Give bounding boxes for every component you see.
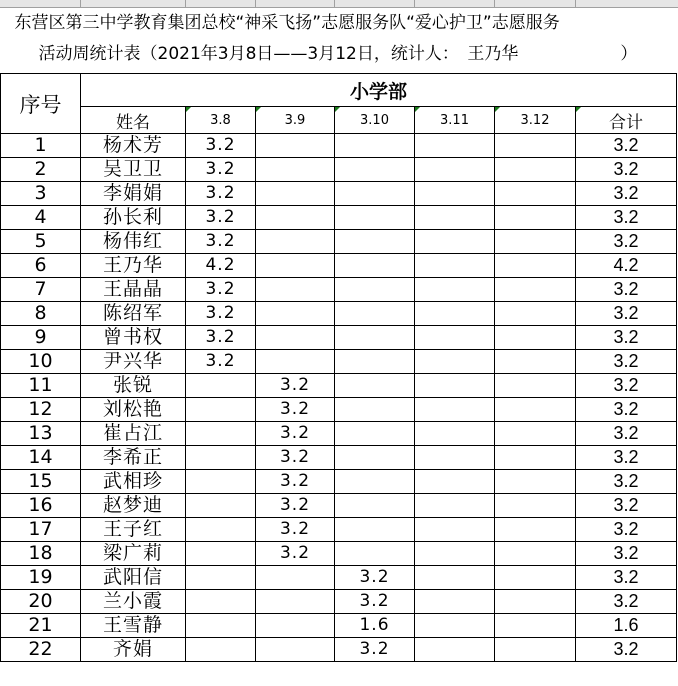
- row-total-cell[interactable]: 3.2: [576, 518, 677, 542]
- row-value-cell[interactable]: [415, 542, 495, 566]
- row-value-cell[interactable]: [415, 254, 495, 278]
- row-value-cell[interactable]: [186, 638, 256, 662]
- row-value-cell[interactable]: 3.2: [335, 566, 415, 590]
- table-row: [1, 494, 677, 518]
- row-name-cell[interactable]: 赵梦迪: [81, 494, 186, 518]
- row-name-cell[interactable]: 张锐: [81, 374, 186, 398]
- row-value-cell[interactable]: [256, 638, 335, 662]
- row-seq-cell[interactable]: 18: [1, 542, 81, 566]
- row-seq-cell[interactable]: 6: [1, 254, 81, 278]
- row-name-cell[interactable]: 崔占江: [81, 422, 186, 446]
- row-total-cell[interactable]: 3.2: [576, 566, 677, 590]
- row-value-cell[interactable]: [415, 134, 495, 158]
- row-total-cell[interactable]: 1.6: [576, 614, 677, 638]
- row-value-cell[interactable]: 3.2: [186, 134, 256, 158]
- row-value-cell[interactable]: [495, 278, 576, 302]
- row-value-cell[interactable]: [335, 278, 415, 302]
- row-value-cell[interactable]: [415, 278, 495, 302]
- table-row: [1, 206, 677, 230]
- row-value-cell[interactable]: [256, 566, 335, 590]
- table-row: [1, 614, 677, 638]
- row-value-cell[interactable]: 3.2: [256, 518, 335, 542]
- table-row: [1, 230, 677, 254]
- row-value-cell[interactable]: [495, 470, 576, 494]
- row-value-cell[interactable]: [256, 254, 335, 278]
- spreadsheet-grid: [0, 7, 678, 662]
- row-name-cell[interactable]: 杨伟红: [81, 230, 186, 254]
- row-name-cell[interactable]: 王雪静: [81, 614, 186, 638]
- header-date-3-8: 3.8: [186, 107, 256, 134]
- row-value-cell[interactable]: [186, 422, 256, 446]
- row-total-cell[interactable]: 3.2: [576, 470, 677, 494]
- row-value-cell[interactable]: [335, 446, 415, 470]
- row-value-cell[interactable]: [186, 518, 256, 542]
- row-value-cell[interactable]: [256, 278, 335, 302]
- row-value-cell[interactable]: [495, 446, 576, 470]
- row-total-cell[interactable]: 3.2: [576, 638, 677, 662]
- row-total-cell[interactable]: 3.2: [576, 182, 677, 206]
- row-seq-cell[interactable]: 20: [1, 590, 81, 614]
- header-total: 合计: [576, 107, 677, 134]
- row-value-cell[interactable]: [335, 230, 415, 254]
- row-value-cell[interactable]: [415, 182, 495, 206]
- row-value-cell[interactable]: 3.2: [186, 278, 256, 302]
- row-value-cell[interactable]: [495, 374, 576, 398]
- row-value-cell[interactable]: [335, 518, 415, 542]
- table-row: [1, 326, 677, 350]
- row-value-cell[interactable]: [256, 590, 335, 614]
- row-value-cell[interactable]: [256, 326, 335, 350]
- row-value-cell[interactable]: 3.2: [256, 398, 335, 422]
- row-value-cell[interactable]: [335, 350, 415, 374]
- title-line-2-text: 活动周统计表（2021年3月8日——3月12日，统计人： 王乃华: [38, 44, 519, 64]
- row-value-cell[interactable]: [415, 446, 495, 470]
- row-value-cell[interactable]: [495, 206, 576, 230]
- row-seq-cell[interactable]: 17: [1, 518, 81, 542]
- row-value-cell[interactable]: 3.2: [256, 446, 335, 470]
- row-total-cell[interactable]: 3.2: [576, 422, 677, 446]
- row-seq-cell[interactable]: 21: [1, 614, 81, 638]
- row-seq-cell[interactable]: 1: [1, 134, 81, 158]
- row-value-cell[interactable]: [186, 614, 256, 638]
- row-value-cell[interactable]: 3.2: [186, 182, 256, 206]
- row-value-cell[interactable]: [186, 398, 256, 422]
- table-row: [1, 566, 677, 590]
- table-row: [1, 542, 677, 566]
- row-value-cell[interactable]: 3.2: [335, 638, 415, 662]
- row-value-cell[interactable]: [495, 518, 576, 542]
- row-seq-cell[interactable]: 15: [1, 470, 81, 494]
- table-row: [1, 278, 677, 302]
- row-seq-cell[interactable]: 4: [1, 206, 81, 230]
- row-value-cell[interactable]: [415, 638, 495, 662]
- row-value-cell[interactable]: [495, 326, 576, 350]
- row-seq-cell[interactable]: 3: [1, 182, 81, 206]
- row-value-cell[interactable]: [495, 494, 576, 518]
- row-value-cell[interactable]: [335, 542, 415, 566]
- table-row: [1, 374, 677, 398]
- row-name-cell[interactable]: 齐娟: [81, 638, 186, 662]
- row-value-cell[interactable]: [415, 350, 495, 374]
- header-dept: 小学部: [81, 74, 677, 107]
- row-value-cell[interactable]: [495, 566, 576, 590]
- statistics-table: [0, 7, 677, 662]
- row-value-cell[interactable]: [186, 566, 256, 590]
- row-seq-cell[interactable]: 13: [1, 422, 81, 446]
- row-value-cell[interactable]: [415, 422, 495, 446]
- row-total-cell[interactable]: 3.2: [576, 278, 677, 302]
- row-value-cell[interactable]: 3.2: [186, 230, 256, 254]
- row-seq-cell[interactable]: 22: [1, 638, 81, 662]
- row-seq-cell[interactable]: 7: [1, 278, 81, 302]
- row-value-cell[interactable]: [335, 206, 415, 230]
- row-value-cell[interactable]: [335, 470, 415, 494]
- row-value-cell[interactable]: [495, 638, 576, 662]
- row-total-cell[interactable]: 3.2: [576, 350, 677, 374]
- row-value-cell[interactable]: [335, 182, 415, 206]
- row-total-cell[interactable]: 3.2: [576, 590, 677, 614]
- row-value-cell[interactable]: [256, 134, 335, 158]
- row-value-cell[interactable]: [335, 326, 415, 350]
- row-value-cell[interactable]: [495, 590, 576, 614]
- row-value-cell[interactable]: [256, 350, 335, 374]
- row-total-cell[interactable]: 3.2: [576, 326, 677, 350]
- row-value-cell[interactable]: [335, 422, 415, 446]
- row-name-cell[interactable]: 武相珍: [81, 470, 186, 494]
- row-value-cell[interactable]: [335, 254, 415, 278]
- row-value-cell[interactable]: [256, 302, 335, 326]
- row-value-cell[interactable]: [335, 374, 415, 398]
- row-value-cell[interactable]: [415, 326, 495, 350]
- row-value-cell[interactable]: [415, 230, 495, 254]
- row-seq-cell[interactable]: 14: [1, 446, 81, 470]
- title-line-1: 东营区第三中学教育集团总校“神采飞扬”志愿服务队“爱心护卫”志愿服务: [14, 13, 560, 33]
- row-value-cell[interactable]: 3.2: [256, 374, 335, 398]
- row-name-cell[interactable]: 梁广莉: [81, 542, 186, 566]
- row-value-cell[interactable]: [415, 566, 495, 590]
- title-line-2-close: ）: [620, 44, 638, 64]
- row-value-cell[interactable]: 3.2: [186, 350, 256, 374]
- table-row: [1, 590, 677, 614]
- row-value-cell[interactable]: 3.2: [186, 206, 256, 230]
- row-value-cell[interactable]: [415, 494, 495, 518]
- table-row: [1, 518, 677, 542]
- row-value-cell[interactable]: [186, 374, 256, 398]
- row-value-cell[interactable]: [186, 590, 256, 614]
- header-name: 姓名: [81, 107, 186, 134]
- row-value-cell[interactable]: [256, 230, 335, 254]
- row-seq-cell[interactable]: 5: [1, 230, 81, 254]
- row-value-cell[interactable]: [495, 350, 576, 374]
- row-value-cell[interactable]: [186, 446, 256, 470]
- row-value-cell[interactable]: [415, 302, 495, 326]
- row-value-cell[interactable]: [495, 230, 576, 254]
- row-name-cell[interactable]: 李娟娟: [81, 182, 186, 206]
- table-row: [1, 422, 677, 446]
- row-value-cell[interactable]: [335, 302, 415, 326]
- row-total-cell[interactable]: 3.2: [576, 206, 677, 230]
- row-total-cell[interactable]: 3.2: [576, 446, 677, 470]
- header-date-3-12: 3.12: [495, 107, 576, 134]
- row-seq-cell[interactable]: 12: [1, 398, 81, 422]
- row-value-cell[interactable]: [415, 470, 495, 494]
- row-name-cell[interactable]: 李希正: [81, 446, 186, 470]
- row-value-cell[interactable]: [415, 398, 495, 422]
- row-value-cell[interactable]: [415, 206, 495, 230]
- row-value-cell[interactable]: [495, 134, 576, 158]
- row-total-cell[interactable]: 4.2: [576, 254, 677, 278]
- row-total-cell[interactable]: 3.2: [576, 158, 677, 182]
- row-value-cell[interactable]: [186, 542, 256, 566]
- row-value-cell[interactable]: [495, 542, 576, 566]
- row-name-cell[interactable]: 兰小霞: [81, 590, 186, 614]
- table-row: [1, 398, 677, 422]
- row-value-cell[interactable]: 3.2: [186, 302, 256, 326]
- row-name-cell[interactable]: 曾书权: [81, 326, 186, 350]
- row-name-cell[interactable]: 王子红: [81, 518, 186, 542]
- row-value-cell[interactable]: [495, 614, 576, 638]
- row-name-cell[interactable]: 吴卫卫: [81, 158, 186, 182]
- row-name-cell[interactable]: 王乃华: [81, 254, 186, 278]
- row-total-cell[interactable]: 3.2: [576, 374, 677, 398]
- row-value-cell[interactable]: 3.2: [256, 470, 335, 494]
- table-row: [1, 134, 677, 158]
- row-value-cell[interactable]: 4.2: [186, 254, 256, 278]
- row-value-cell[interactable]: [186, 470, 256, 494]
- row-total-cell[interactable]: 3.2: [576, 302, 677, 326]
- row-value-cell[interactable]: 3.2: [186, 158, 256, 182]
- table-row: [1, 302, 677, 326]
- row-value-cell[interactable]: 3.2: [335, 590, 415, 614]
- row-value-cell[interactable]: [335, 494, 415, 518]
- row-name-cell[interactable]: 尹兴华: [81, 350, 186, 374]
- row-seq-cell[interactable]: 10: [1, 350, 81, 374]
- row-name-cell[interactable]: 刘松艳: [81, 398, 186, 422]
- row-seq-cell[interactable]: 19: [1, 566, 81, 590]
- row-name-cell[interactable]: 武阳信: [81, 566, 186, 590]
- table-row: [1, 182, 677, 206]
- row-total-cell[interactable]: 3.2: [576, 230, 677, 254]
- row-value-cell[interactable]: 3.2: [256, 422, 335, 446]
- row-value-cell[interactable]: [256, 614, 335, 638]
- row-seq-cell[interactable]: 11: [1, 374, 81, 398]
- row-value-cell[interactable]: [495, 254, 576, 278]
- row-value-cell[interactable]: [256, 158, 335, 182]
- row-seq-cell[interactable]: 2: [1, 158, 81, 182]
- row-total-cell[interactable]: 3.2: [576, 494, 677, 518]
- row-value-cell[interactable]: [335, 158, 415, 182]
- header-date-3-11: 3.11: [415, 107, 495, 134]
- row-value-cell[interactable]: [415, 590, 495, 614]
- row-value-cell[interactable]: [415, 614, 495, 638]
- row-value-cell[interactable]: [495, 422, 576, 446]
- table-row: [1, 446, 677, 470]
- row-value-cell[interactable]: [495, 398, 576, 422]
- data-rows: [1, 134, 677, 662]
- header-seq: 序号: [1, 74, 81, 134]
- row-name-cell[interactable]: 陈绍军: [81, 302, 186, 326]
- row-value-cell[interactable]: 3.2: [256, 494, 335, 518]
- header-date-3-9: 3.9: [256, 107, 335, 134]
- row-value-cell[interactable]: [495, 158, 576, 182]
- row-seq-cell[interactable]: 8: [1, 302, 81, 326]
- row-seq-cell[interactable]: 16: [1, 494, 81, 518]
- row-name-cell[interactable]: 孙长利: [81, 206, 186, 230]
- row-total-cell[interactable]: 3.2: [576, 542, 677, 566]
- table-row: [1, 638, 677, 662]
- row-value-cell[interactable]: 3.2: [256, 542, 335, 566]
- row-value-cell[interactable]: [186, 494, 256, 518]
- table-row: [1, 254, 677, 278]
- row-value-cell[interactable]: [256, 206, 335, 230]
- row-value-cell[interactable]: [335, 134, 415, 158]
- row-value-cell[interactable]: 3.2: [186, 326, 256, 350]
- row-total-cell[interactable]: 3.2: [576, 134, 677, 158]
- row-value-cell[interactable]: [495, 182, 576, 206]
- row-seq-cell[interactable]: 9: [1, 326, 81, 350]
- row-value-cell[interactable]: [415, 158, 495, 182]
- row-value-cell[interactable]: [256, 182, 335, 206]
- header-date-3-10: 3.10: [335, 107, 415, 134]
- table-row: [1, 350, 677, 374]
- row-value-cell[interactable]: [335, 398, 415, 422]
- row-name-cell[interactable]: 王晶晶: [81, 278, 186, 302]
- row-value-cell[interactable]: [415, 374, 495, 398]
- table-row: [1, 158, 677, 182]
- row-name-cell[interactable]: 杨术芳: [81, 134, 186, 158]
- row-total-cell[interactable]: 3.2: [576, 398, 677, 422]
- row-value-cell[interactable]: 1.6: [335, 614, 415, 638]
- row-value-cell[interactable]: [415, 518, 495, 542]
- title-line-2: [1, 39, 677, 74]
- table-row: [1, 470, 677, 494]
- row-value-cell[interactable]: [495, 302, 576, 326]
